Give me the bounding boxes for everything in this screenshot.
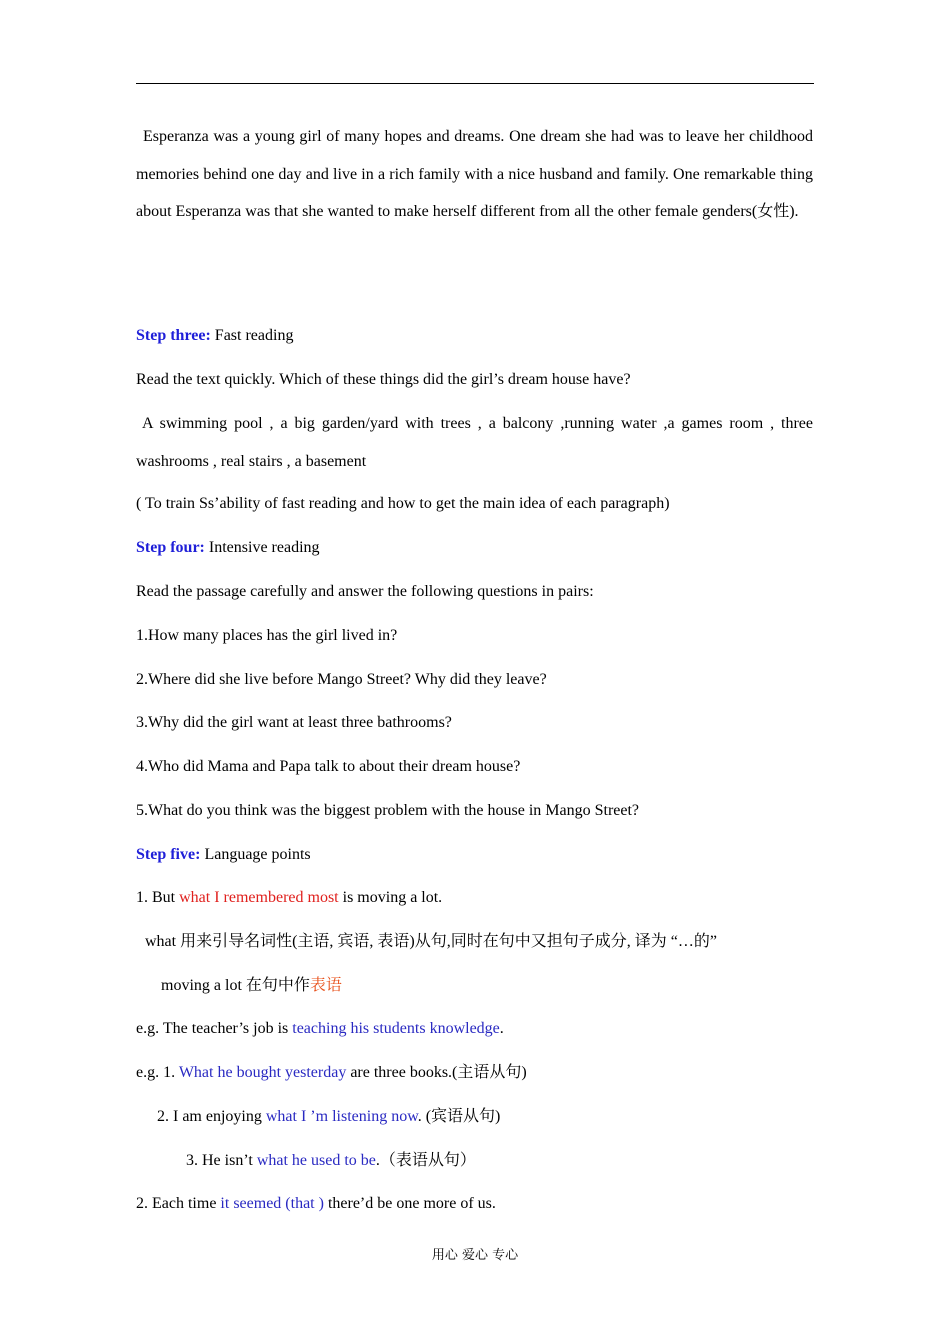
point-2-prefix: 2. Each time <box>136 1195 221 1212</box>
eg4-prefix: 3. He isn’t <box>186 1152 257 1169</box>
step-five-label: Step five: <box>136 846 201 863</box>
point-1-suffix: is moving a lot. <box>338 889 443 906</box>
page-footer: 用心 爱心 专心 <box>431 1248 519 1263</box>
question-item: 5.What do you think was the biggest problem with the house in Mango Street? <box>136 802 640 819</box>
eg1-suffix: . <box>499 1020 504 1037</box>
point-1-highlight: what I remembered most <box>179 889 339 906</box>
step-four-heading <box>136 537 320 559</box>
note-prefix: moving a lot 在句中作 <box>161 977 310 994</box>
step-three-title: Fast reading <box>210 327 294 344</box>
point-2-highlight: it seemed (that ) <box>220 1195 324 1212</box>
eg3-highlight: what I ’m listening now <box>265 1108 418 1125</box>
step-three-heading <box>136 325 293 347</box>
what-explanation: what 用来引导名词性(主语, 宾语, 表语)从句,同时在句中又担句子成分, 译为 “…的” <box>145 933 717 950</box>
step-four-instruction: Read the passage carefully and answer the following questions in pairs: <box>136 583 594 600</box>
example-2 <box>136 1062 527 1084</box>
eg2-suffix: are three books.(主语从句) <box>346 1064 527 1081</box>
step-three-purpose: ( To train Ss’ability of fast reading and how to get the main idea of each paragraph) <box>136 495 670 512</box>
point-1-prefix: 1. But <box>136 889 180 906</box>
step-five-heading <box>136 844 311 866</box>
step-three-options: A swimming pool , a big garden/yard with trees , a balcony ,running water ,a games room , three washrooms , real stairs , a basement <box>136 415 813 470</box>
point-2-suffix: there’d be one more of us. <box>323 1195 496 1212</box>
note-highlight: 表语 <box>309 977 342 994</box>
example-1 <box>136 1018 504 1040</box>
question-item: 4.Who did Mama and Papa talk to about their dream house? <box>136 758 521 775</box>
intro-paragraph: Esperanza was a young girl of many hopes and dreams. One dream she had was to leave her childhood memories behind one day and live in a rich family with a nice husband and family. One remarkable thing about Esperanza was that she wanted to make herself different from all the other female genders(女性). <box>136 128 813 220</box>
eg4-suffix: .（表语从句） <box>375 1152 476 1169</box>
language-point-1 <box>136 887 442 909</box>
eg3-suffix: . (宾语从句) <box>417 1108 501 1125</box>
eg1-highlight: teaching his students knowledge <box>292 1020 500 1037</box>
step-four-label: Step four: <box>136 539 205 556</box>
predicative-note <box>161 975 342 997</box>
eg4-highlight: what he used to be <box>256 1152 376 1169</box>
question-item: 3.Why did the girl want at least three bathrooms? <box>136 714 452 731</box>
step-three-label: Step three: <box>136 327 211 344</box>
step-four-title: Intensive reading <box>204 539 320 556</box>
example-4 <box>186 1150 476 1172</box>
eg1-prefix: e.g. The teacher’s job is <box>136 1020 293 1037</box>
step-three-question: Read the text quickly. Which of these things did the girl’s dream house have? <box>136 371 631 388</box>
eg2-prefix: e.g. 1. <box>136 1064 179 1081</box>
eg2-highlight: What he bought yesterday <box>178 1064 347 1081</box>
header-rule <box>136 83 814 84</box>
example-3 <box>157 1106 500 1128</box>
step-five-title: Language points <box>200 846 311 863</box>
question-item: 1.How many places has the girl lived in? <box>136 627 398 644</box>
eg3-prefix: 2. I am enjoying <box>157 1108 266 1125</box>
language-point-2 <box>136 1193 496 1215</box>
question-item: 2.Where did she live before Mango Street? Why did they leave? <box>136 671 547 688</box>
